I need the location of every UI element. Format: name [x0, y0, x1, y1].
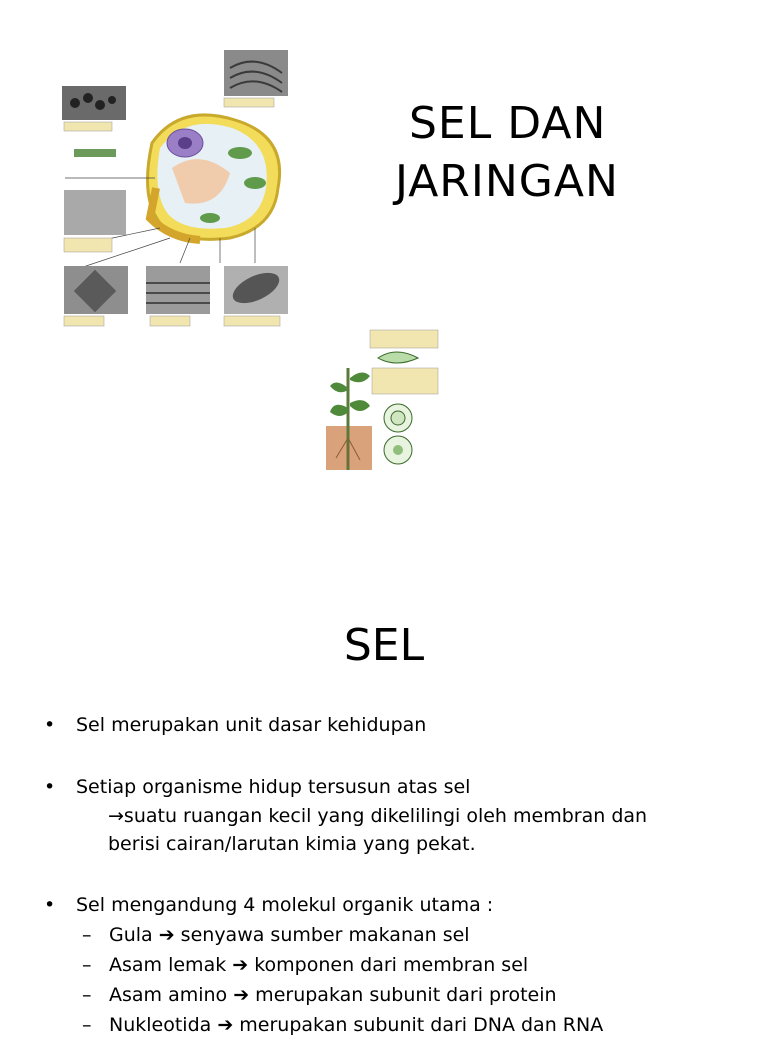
arrow-icon: →: [108, 805, 124, 827]
bullet-dot: •: [44, 894, 56, 916]
dash-marker: –: [82, 1014, 92, 1036]
bullet-dot: •: [44, 776, 56, 798]
bullet-text: Setiap organisme hidup tersusun atas sel: [76, 776, 471, 798]
micrograph-left-middle: [64, 190, 126, 235]
molecule-item: [44, 980, 764, 1010]
molecule-text: Asam amino ➔ merupakan subunit dari protein: [109, 984, 557, 1006]
bullet-dot: •: [44, 714, 56, 736]
molecule-item: [44, 950, 764, 980]
dash-marker: –: [82, 984, 92, 1006]
bullet-item: [44, 710, 764, 740]
slide-title-heading: [395, 95, 619, 211]
dash-marker: –: [82, 924, 92, 946]
title-line-2: JARINGAN: [395, 156, 619, 207]
bullet-text: Sel mengandung 4 molekul organik utama :: [76, 894, 494, 916]
bullet-list: [44, 710, 764, 1040]
molecule-item: [44, 920, 764, 950]
sub-point-text: suatu ruangan kecil yang dikelilingi oleh membran dan: [123, 805, 648, 827]
molecule-text: Asam lemak ➔ komponen dari membran sel: [109, 954, 529, 976]
bullet-item: [44, 890, 764, 920]
plant-cell-diagram: [60, 48, 292, 328]
molecule-item: [44, 1010, 764, 1040]
dash-marker: –: [82, 954, 92, 976]
slide-sel: [0, 560, 768, 1036]
micrograph-bottom-2: [146, 266, 210, 314]
plant-tissue-diagram: [326, 328, 442, 470]
bullet-text: Sel merupakan unit dasar kehidupan: [76, 714, 427, 736]
slide-heading: SEL: [343, 620, 425, 671]
molecule-text: Nukleotida ➔ merupakan subunit dari DNA dan RNA: [109, 1014, 604, 1036]
sub-point: [44, 802, 764, 830]
molecule-text: Gula ➔ senyawa sumber makanan sel: [109, 924, 470, 946]
bullet-item: [44, 772, 764, 802]
title-line-1: SEL DAN: [409, 98, 607, 149]
sub-point-continuation: berisi cairan/larutan kimia yang pekat.: [108, 833, 476, 855]
